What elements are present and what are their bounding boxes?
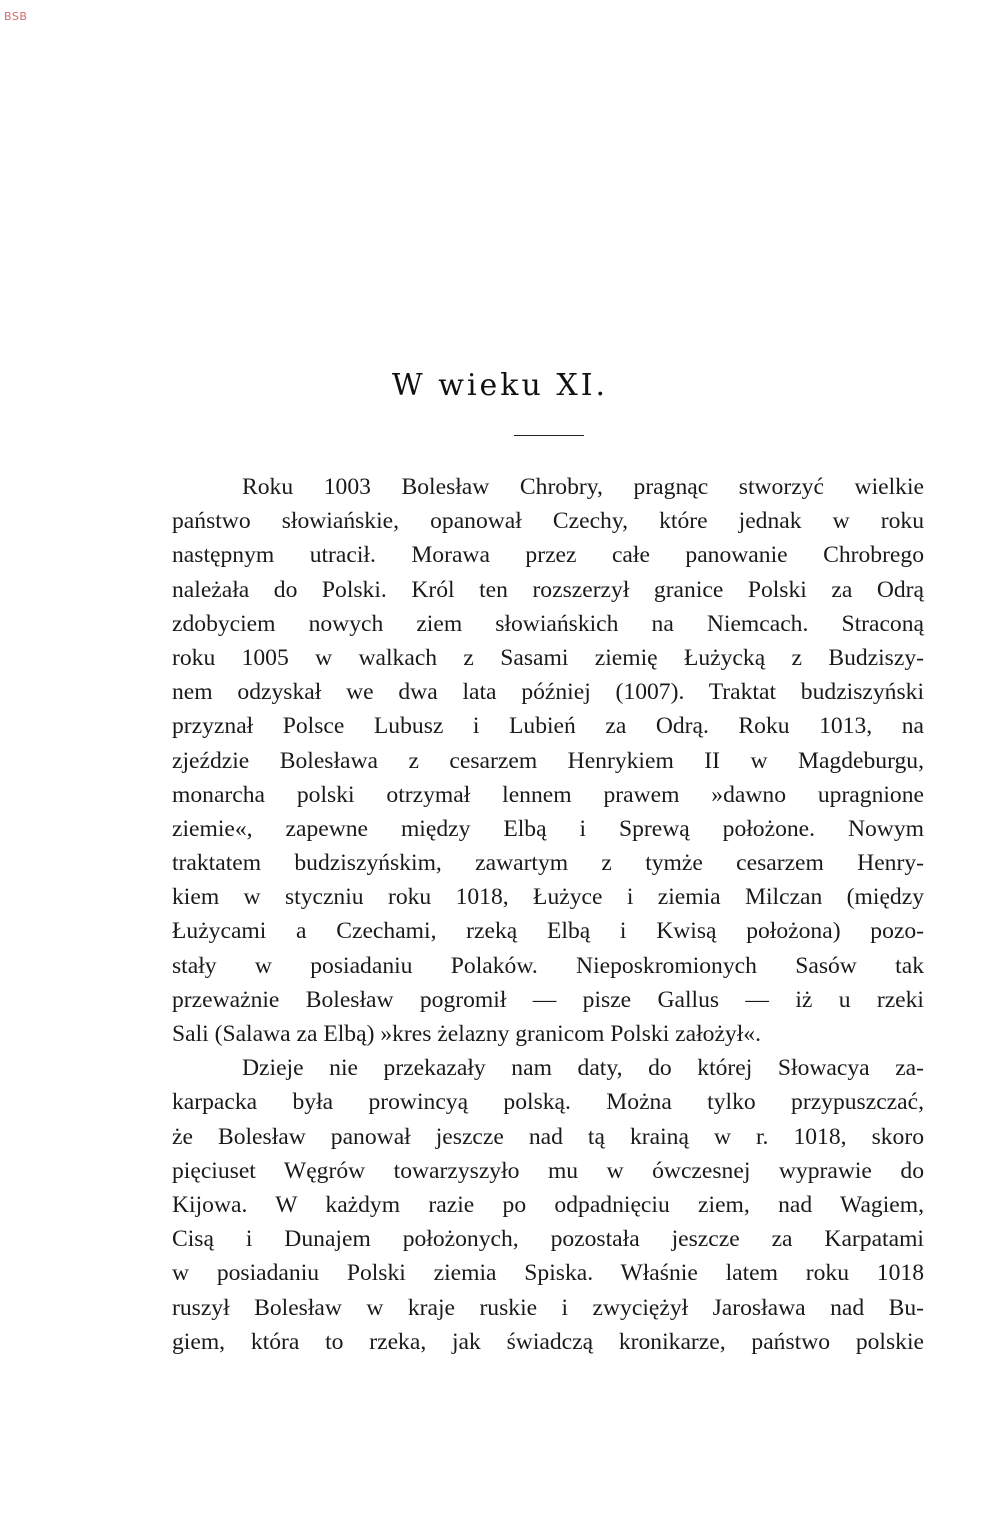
text-line: przyznał Polsce Lubusz i Lubień za Odrą. Roku 1013, na (172, 713, 924, 740)
text-line: traktatem budziszyńskim, zawartym z tymże cesarzem Henry- (172, 850, 924, 877)
library-watermark: BSB (4, 10, 28, 23)
text-line: giem, która to rzeka, jak świadczą kronikarze, państwo polskie (172, 1328, 924, 1355)
text-line: w posiadaniu Polski ziemia Spiska. Właśnie latem roku 1018 (172, 1260, 924, 1287)
text-line: zjeździe Bolesława z cesarzem Henrykiem II w Magdeburgu, (172, 747, 924, 774)
text-line: Łużycami a Czechami, rzeką Elbą i Kwisą położona) pozo- (172, 918, 924, 945)
text-line: Roku 1003 Bolesław Chrobry, pragnąc stworzyć wielkie (242, 474, 924, 500)
title-divider (514, 435, 584, 436)
text-line: nem odzyskał we dwa lata później (1007). Traktat budziszyński (172, 679, 924, 706)
text-line: Cisą i Dunajem położonych, pozostała jeszcze za Karpatami (172, 1226, 924, 1253)
body-text (172, 470, 924, 1359)
text-line: przeważnie Bolesław pogromił — pisze Gallus — iż u rzeki (172, 986, 924, 1013)
text-line: Dzieje nie przekazały nam daty, do której Słowacya za- (242, 1055, 924, 1082)
text-line: państwo słowiańskie, opanował Czechy, które jednak w roku (172, 508, 924, 535)
text-line: Sali (Salawa za Elbą) »kres żelazny granicom Polski założył«. (172, 1021, 761, 1047)
text-line: należała do Polski. Król ten rozszerzył granice Polski za Odrą (172, 576, 924, 603)
text-line: roku 1005 w walkach z Sasami ziemię Łużycką z Budziszy- (172, 644, 924, 671)
text-line: ruszył Bolesław w kraje ruskie i zwyciężył Jarosława nad Bu- (172, 1294, 924, 1321)
text-line: ziemie«, zapewne między Elbą i Sprewą położone. Nowym (172, 815, 924, 842)
text-line: że Bolesław panował jeszcze nad tą krainą w r. 1018, skoro (172, 1123, 924, 1150)
chapter-title: W wieku XI. (391, 368, 609, 403)
text-line: kiem w styczniu roku 1018, Łużyce i ziemia Milczan (między (172, 884, 924, 911)
paragraph-2 (172, 1051, 924, 1359)
text-line: Kijowa. W każdym razie po odpadnięciu ziem, nad Wagiem, (172, 1191, 924, 1218)
text-line: następnym utracił. Morawa przez całe panowanie Chrobrego (172, 542, 924, 569)
text-line: monarcha polski otrzymał lennem prawem »dawno upragnione (172, 781, 924, 808)
text-line: karpacka była prowincyą polską. Można tylko przypuszczać, (172, 1089, 924, 1116)
paragraph-1 (172, 470, 924, 1051)
text-line: stały w posiadaniu Polaków. Nieposkromionych Sasów tak (172, 952, 924, 979)
text-line: pięciuset Węgrów towarzyszyło mu w ówczesnej wyprawie do (172, 1157, 924, 1184)
text-line: zdobyciem nowych ziem słowiańskich na Niemcach. Straconą (172, 610, 924, 637)
